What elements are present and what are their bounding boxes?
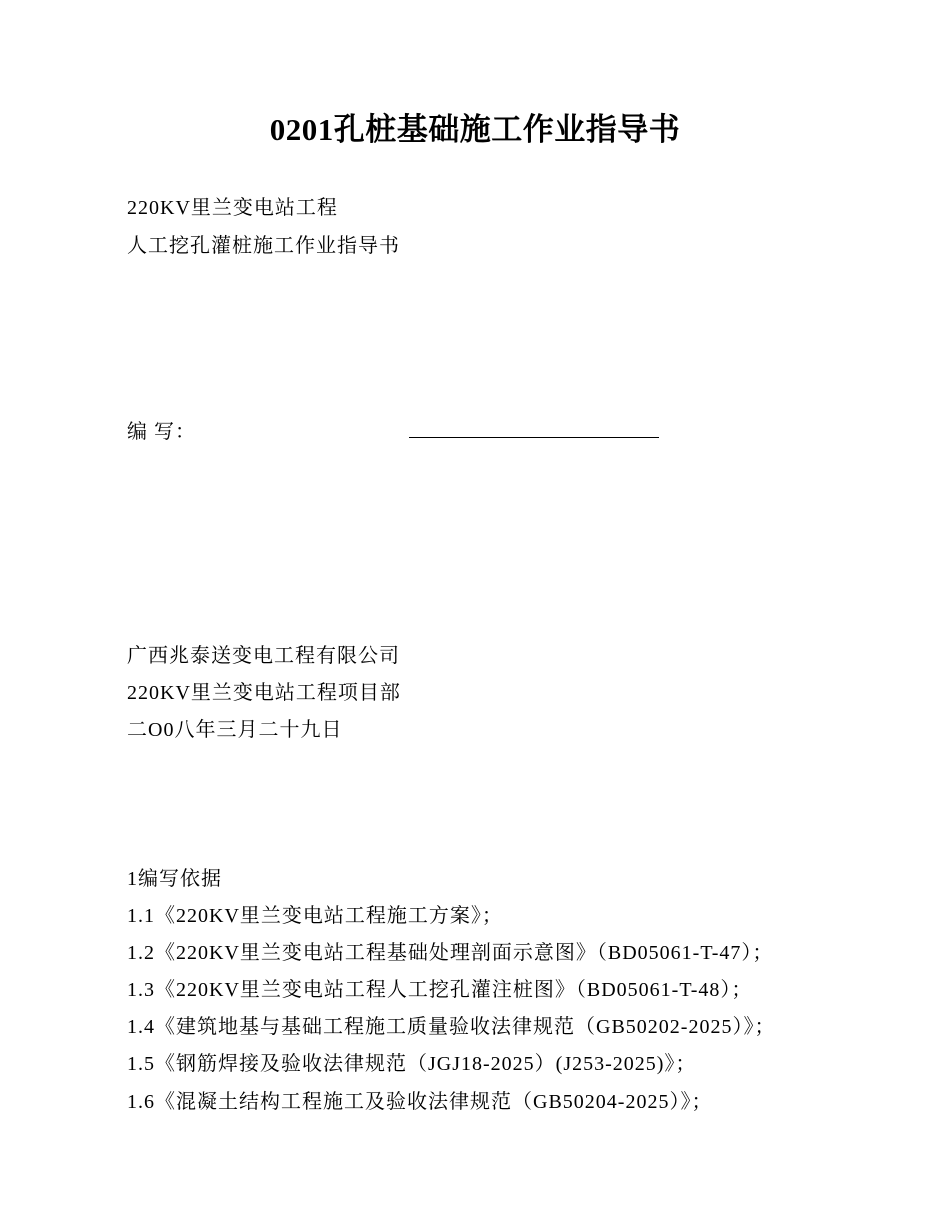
company-name: 广西兆泰送变电工程有限公司 — [127, 645, 400, 667]
document-date: 二O0八年三月二十九日 — [127, 719, 343, 741]
reference-item: 1.5《钢筋焊接及验收法律规范（JGJ18-2025）(J253-2025)》； — [127, 1053, 697, 1075]
section-heading: 1编写依据 — [127, 868, 222, 890]
reference-item: 1.4《建筑地基与基础工程施工质量验收法律规范（GB50202-2025）》； — [127, 1016, 776, 1038]
reference-item: 1.3《220KV里兰变电站工程人工挖孔灌注桩图》（BD05061-T-48）； — [127, 979, 753, 1001]
project-department: 220KV里兰变电站工程项目部 — [127, 682, 401, 704]
author-signature-line — [409, 437, 659, 438]
project-name: 220KV里兰变电站工程 — [127, 197, 338, 219]
document-subtitle: 人工挖孔灌桩施工作业指导书 — [127, 235, 400, 257]
author-label: 编 写： — [127, 421, 196, 443]
reference-item: 1.1《220KV里兰变电站工程施工方案》； — [127, 905, 503, 927]
document-title: 0201孔桩基础施工作业指导书 — [269, 112, 681, 147]
reference-item: 1.6《混凝土结构工程施工及验收法律规范（GB50204-2025）》； — [127, 1091, 713, 1113]
reference-item: 1.2《220KV里兰变电站工程基础处理剖面示意图》（BD05061-T-47）； — [127, 942, 774, 964]
